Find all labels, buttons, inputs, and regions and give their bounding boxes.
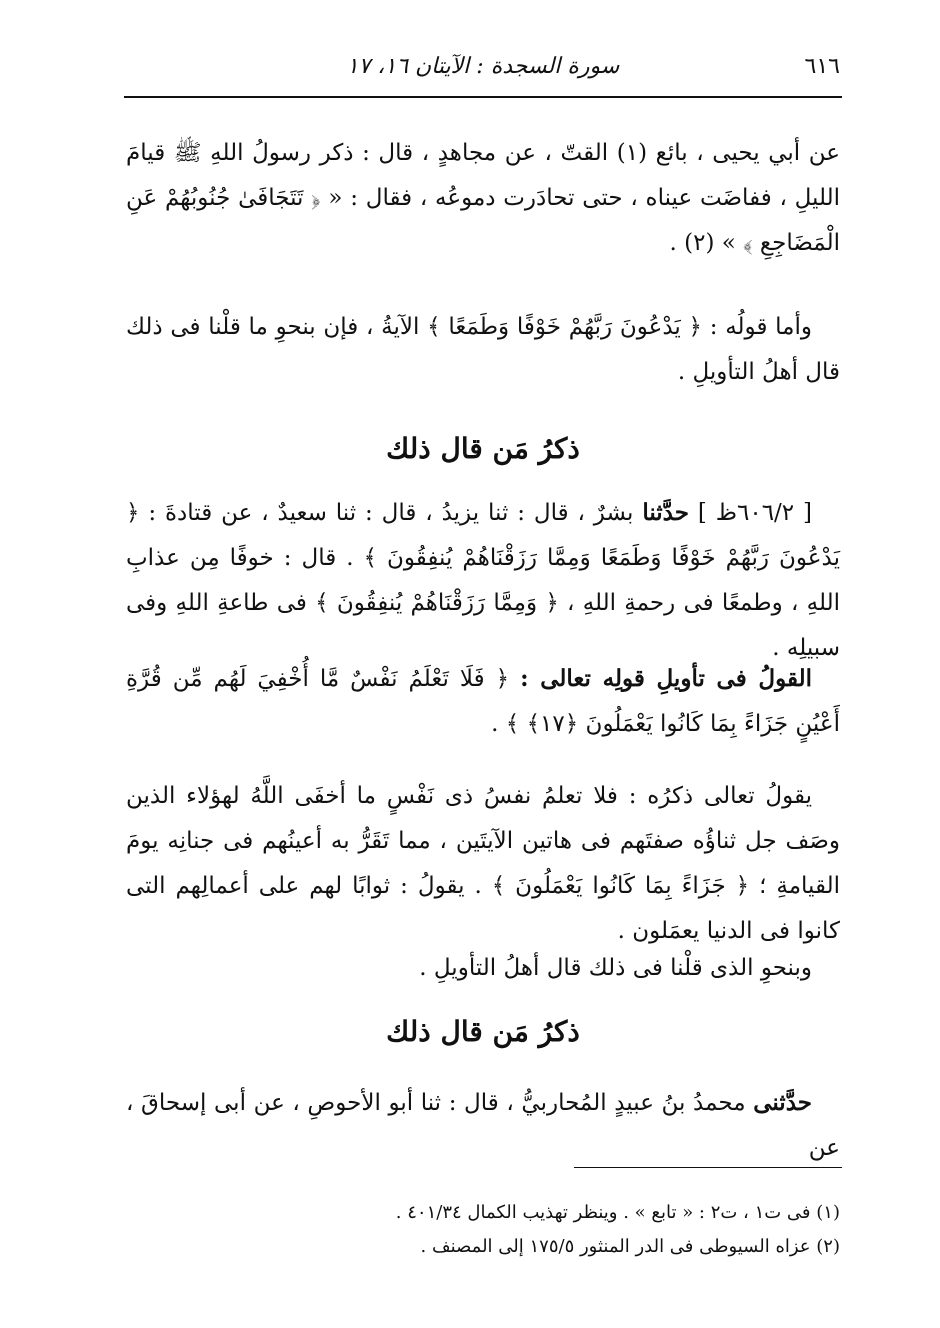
footnote-rule bbox=[574, 1167, 842, 1168]
margin-reference: [ ٦٠٦/٢ظ ] bbox=[697, 500, 813, 526]
running-title: سورة السجدة : الآيتان ١٦، ١٧ bbox=[346, 54, 620, 79]
paragraph-7 bbox=[126, 1080, 840, 1171]
quran-verse: ﴿ فَلَا تَعْلَمُ نَفْسٌ مَّا أُخْفِيَ لَهُم مِّن قُرَّةِ أَعْيُنٍ جَزَاءً بِمَا كَانُوا يَعْمَلُونَ ﴿١٧﴾ ﴾ . bbox=[126, 666, 840, 737]
paragraph-7-text: محمدُ بنُ عبيدٍ المُحاربيُّ ، قال : ثنا أبو الأحوصِ ، عن أبى إسحاقَ ، عن bbox=[126, 1090, 840, 1161]
paragraph-2: وأما قولُه : ﴿ يَدْعُونَ رَبَّهُمْ خَوْفًا وَطَمَعًا ﴾ الآيةُ ، فإن بنحوِ ما قلْنا فى ذلك قال أهلُ التأويلِ . bbox=[126, 314, 840, 385]
paragraph-1: عن أبي يحيى ، بائع (١) القتّ ، عن مجاهدٍ ، قال : ذكر رسولُ اللهِ ﷺ قيامَ الليلِ ، ففاضَت عيناه ، حتى تحادَرت دموعُه ، فقال : « ﴿ تَتَجَافَىٰ جُنُوبُهُمْ عَنِ الْمَضَاجِعِ ﴾ » (٢) . bbox=[126, 140, 840, 256]
page-header bbox=[126, 48, 840, 92]
header-rule bbox=[124, 96, 842, 98]
section-heading-2: ذكرُ مَن قال ذلك bbox=[386, 1015, 580, 1048]
paragraph-5: يقولُ تعالى ذكرُه : فلا تعلمُ نفسُ ذى نَفْسٍ ما أخفَى اللَّهُ لهؤلاء الذين وصَف جل ثناؤُه صفتَهم فى هاتين الآيتَين ، مما تَقَرُّ به أعينُهم فى جنانِه يومَ القيامةِ ؛ ﴿ جَزَاءً بِمَا كَانُوا يَعْمَلُونَ ﴾ . يقولُ : ثوابًا لهم على أعمالِهم التى كانوا فى الدنيا يعمَلون . bbox=[126, 783, 840, 944]
paragraph-4 bbox=[126, 656, 840, 747]
footnote-2: (٢) عزاه السيوطى فى الدر المنثور ١٧٥/٥ إلى المصنف . bbox=[420, 1236, 840, 1257]
footnotes bbox=[126, 1196, 840, 1264]
page-number: ٦١٦ bbox=[804, 54, 840, 79]
footnote-1: (١) فى ت١ ، ت٢ : « تابع » . وينظر تهذيب الكمال ٤٠١/٣٤ . bbox=[395, 1202, 840, 1223]
isnad-lead: حدَّثنى bbox=[753, 1089, 812, 1116]
isnad-lead: حدَّثنا bbox=[642, 499, 689, 526]
section-heading-1: ذكرُ مَن قال ذلك bbox=[386, 432, 580, 465]
paragraph-6: وبنحوِ الذى قلْنا فى ذلك قال أهلُ التأويلِ . bbox=[419, 955, 812, 981]
paragraph-3 bbox=[126, 490, 840, 671]
paragraph-3-text: بشرٌ ، قال : ثنا يزيدُ ، قال : ثنا سعيدٌ ، عن قتادةَ : ﴿ يَدْعُونَ رَبَّهُمْ خَوْفًا وَطَمَعًا وَمِمَّا رَزَقْنَاهُمْ يُنفِقُونَ ﴾ . قال : خوفًا مِن عذابِ اللهِ ، وطمعًا فى رحمةِ اللهِ ، ﴿ وَمِمَّا رَزَقْنَاهُمْ يُنفِقُونَ ﴾ فى طاعةِ اللهِ وفى سبيلِه . bbox=[126, 500, 840, 661]
tafsir-lead: القولُ فى تأويلِ قولِه تعالى : bbox=[520, 665, 813, 692]
